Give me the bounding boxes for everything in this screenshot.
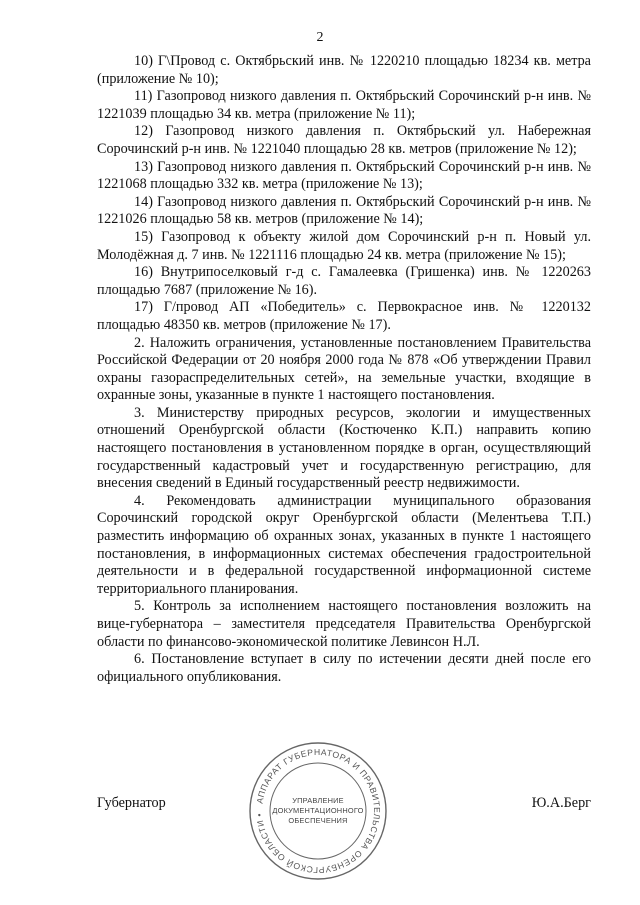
clause-6: 6. Постановление вступает в силу по истечении десяти дней после его официального опубликования. <box>97 651 591 685</box>
list-item-16: 16) Внутрипоселковый г-д с. Гамалеевка (Гришенка) инв. № 1220263 площадью 7687 (приложение № 16). <box>97 264 591 298</box>
page-number: 2 <box>316 30 324 45</box>
list-item-15: 15) Газопровод к объекту жилой дом Сорочинский р-н п. Новый ул. Молодёжная д. 7 инв. № 1221116 площадью 24 кв. метра (приложение № 15); <box>97 228 591 263</box>
clause-4: 4. Рекомендовать администрации муниципального образования Сорочинский городской округ Оренбургской области (Мелентьева Т.П.) разместить информацию об охранных зонах, указанных в пункте 1 настоящего постановления, в информационных системах обеспечения градостроительной деятельности и в федеральной государственной информационной системе территориального планирования. <box>97 492 591 597</box>
clause-3: 3. Министерству природных ресурсов, экологии и имущественных отношений Оренбургской области (Костюченко К.П.) направить копию настоящего постановления в установленном порядке в орган, осуществляющий государственный кадастровый учет и государственную регистрацию, для внесения сведений в Единый государственный реестр недвижимости. <box>97 404 591 492</box>
stamp-line-1: УПРАВЛЕНИЕ <box>292 796 344 805</box>
signatory-title: Губернатор <box>97 795 166 811</box>
stamp-line-3: ОБЕСПЕЧЕНИЯ <box>288 816 348 825</box>
list-item-10: 10) Г\Провод с. Октябрьский инв. № 1220210 площадью 18234 кв. метра (приложение № 10); <box>97 53 591 87</box>
list-item-13: 13) Газопровод низкого давления п. Октябрьский Сорочинский р-н инв. № 1221068 площадью 332 кв. метра (приложение № 13); <box>97 158 591 193</box>
list-item-11: 11) Газопровод низкого давления п. Октябрьский Сорочинский р-н инв. № 1221039 площадью 34 кв. метра (приложение № 11); <box>97 88 591 122</box>
list-item-14: 14) Газопровод низкого давления п. Октябрьский Сорочинский р-н инв. № 1221026 площадью 58 кв. метров (приложение № 14); <box>97 193 591 228</box>
stamp-line-2: ДОКУМЕНТАЦИОННОГО <box>272 806 364 815</box>
svg-text:АППАРАТ ГУБЕРНАТОРА И ПРАВИТЕЛ: АППАРАТ ГУБЕРНАТОРА И ПРАВИТЕЛЬСТВА ОРЕНБУРГСКОЙ ОБЛАСТИ • <box>254 746 383 876</box>
signature-block <box>97 795 591 817</box>
list-item-17: 17) Г/провод АП «Победитель» с. Первокрасное инв. № 1220132 площадью 48350 кв. метров (приложение № 17). <box>97 299 591 333</box>
list-item-12: 12) Газопровод низкого давления п. Октябрьский ул. Набережная Сорочинский р-н инв. № 1221040 площадью 28 кв. метров (приложение № 12); <box>97 123 591 157</box>
clause-2: 2. Наложить ограничения, установленные постановлением Правительства Российской Федерации от 20 ноября 2000 года № 878 «Об утверждении Правил охраны газораспределительных сетей», на земельные участки, входящие в охранные зоны, указанные в пункте 1 настоящего постановления. <box>97 334 591 404</box>
signatory-name: Ю.А.Берг <box>531 795 591 811</box>
clause-5: 5. Контроль за исполнением настоящего постановления возложить на вице-губернатора – заместителя председателя Правительства Оренбургской области по финансово-экономической политике Левинсон Н.Л. <box>97 598 591 650</box>
document-body <box>97 53 591 686</box>
